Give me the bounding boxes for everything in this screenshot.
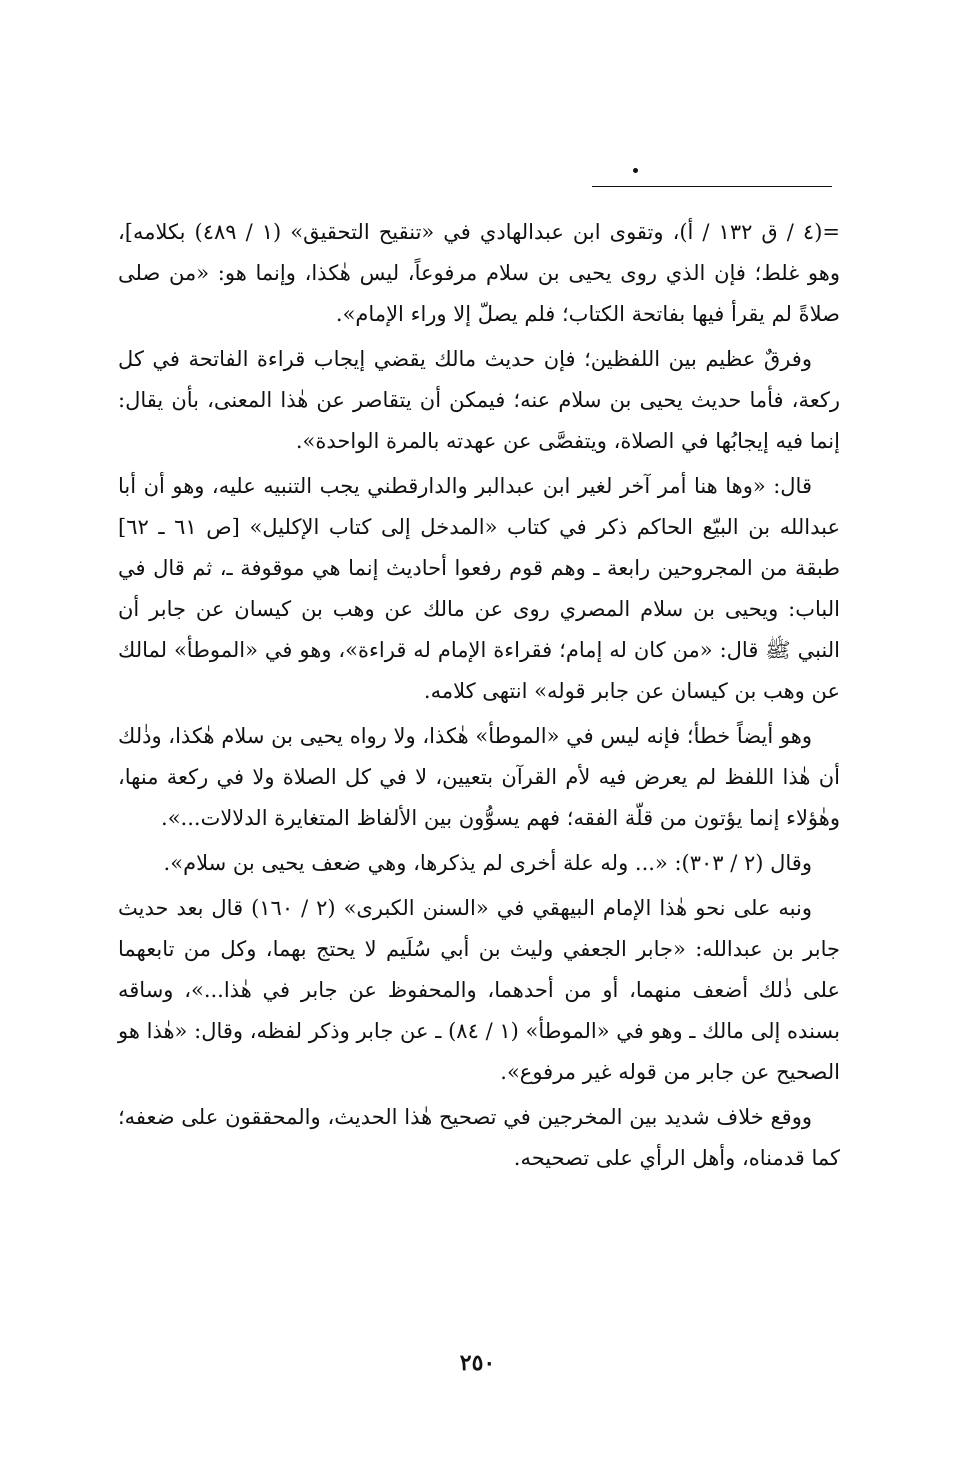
- separator-dot: [633, 168, 638, 173]
- footnote-paragraph-5: وقال (٢ / ٣٠٣): «... وله علة أخرى لم يذكرها، وهي ضعف يحيى بن سلام».: [163, 851, 812, 875]
- footnote-separator-rule: [592, 186, 832, 187]
- footnote-paragraph-1: =(٤ / ق ١٣٢ / أ)، وتقوى ابن عبدالهادي في «تنقيح التحقيق» (١ / ٤٨٩) بكلامه]، وهو غلط؛ فإن الذي روى يحيى بن سلام مرفوعاً، ليس هٰكذا، وإنما هو: «من صلى صلاةً لم يقرأ فيها بفاتحة الكتاب؛ فلم يصلّ إلا وراء الإمام».: [118, 220, 840, 326]
- footnote-paragraph-6: ونبه على نحو هٰذا الإمام البيهقي في «السنن الكبرى» (٢ / ١٦٠) قال بعد حديث جابر بن عبدالله: «جابر الجعفي وليث بن أبي سُلَيم لا يحتج بهما، وكل من تابعهما على ذٰلك أضعف منهما، أو من أحدهما، والمحفوظ عن جابر في هٰذا...»، وساقه بسنده إلى مالك ـ وهو في «الموطأ» (١ / ٨٤) ـ عن جابر وذكر لفظه، وقال: «هٰذا هو الصحيح عن جابر من قوله غير مرفوع».: [118, 896, 840, 1084]
- footnote-paragraph-7: ووقع خلاف شديد بين المخرجين في تصحيح هٰذا الحديث، والمحققون على ضعفه؛ كما قدمناه، وأهل الرأي على تصحيحه.: [118, 1105, 840, 1170]
- footnote-paragraph-3: قال: «وها هنا أمر آخر لغير ابن عبدالبر والدارقطني يجب التنبيه عليه، وهو أن أبا عبدالله بن البيّع الحاكم ذكر في كتاب «المدخل إلى كتاب الإكليل» [ص ٦١ ـ ٦٢] طبقة من المجروحين رابعة ـ وهم قوم رفعوا أحاديث إنما هي موقوفة ـ، ثم قال في الباب: ويحيى بن سلام المصري روى عن مالك عن وهب بن كيسان عن جابر أن النبي ﷺ قال: «من كان له إمام؛ فقراءة الإمام له قراءة»، وهو في «الموطأ» لمالك عن وهب بن كيسان عن جابر قوله» انتهى كلامه.: [118, 474, 840, 703]
- footnote-paragraph-4: وهو أيضاً خطأ؛ فإنه ليس في «الموطأ» هٰكذا، ولا رواه يحيى بن سلام هٰكذا، وذٰلك أن هٰذا اللفظ لم يعرض فيه لأم القرآن بتعيين، لا في كل الصلاة ولا في ركعة منها، وهٰؤلاء إنما يؤتون من قلّة الفقه؛ فهم يسوُّون بين الألفاظ المتغايرة الدلالات...».: [118, 724, 840, 830]
- footnote-text: [118, 212, 840, 1183]
- page-number: ٢٥٠: [459, 1350, 496, 1376]
- footnote-paragraph-2: وفرقٌ عظيم بين اللفظين؛ فإن حديث مالك يقضي إيجاب قراءة الفاتحة في كل ركعة، فأما حديث يحيى بن سلام عنه؛ فيمكن أن يتقاصر عن هٰذا المعنى، بأن يقال: إنما فيه إيجابُها في الصلاة، ويتفصَّى عن عهدته بالمرة الواحدة».: [118, 347, 840, 453]
